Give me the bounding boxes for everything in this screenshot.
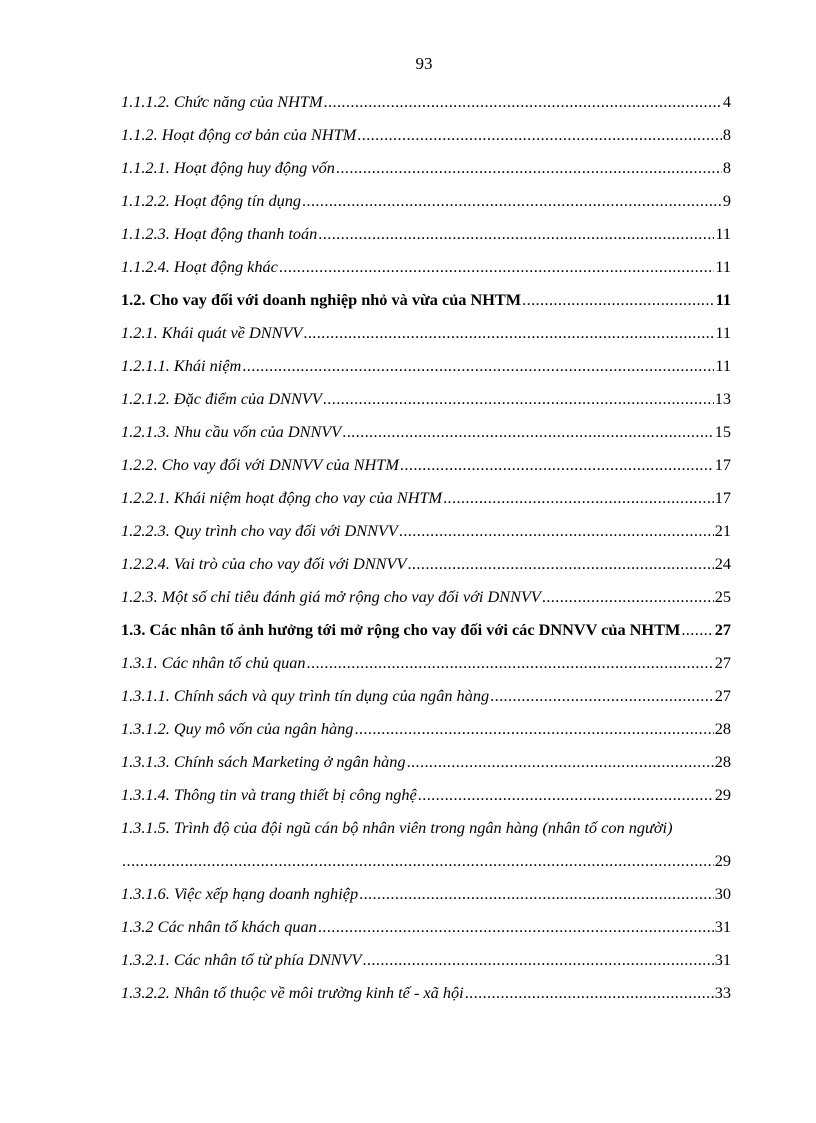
- dot-leader: [323, 382, 714, 415]
- dot-leader: [359, 877, 714, 910]
- toc-entry[interactable]: [121, 811, 731, 844]
- toc-entry-page: 30: [714, 884, 731, 903]
- toc-entry-page: 11: [715, 224, 731, 243]
- toc-entry[interactable]: [121, 514, 731, 547]
- toc-entry[interactable]: [121, 415, 731, 448]
- toc-entry-title: 1.2.1.1. Khái niệm: [121, 356, 242, 375]
- toc-entry-page: 15: [714, 422, 731, 441]
- toc-entry[interactable]: [121, 382, 731, 415]
- toc-entry-page: 29: [714, 851, 731, 870]
- toc-entry-page: 11: [715, 323, 731, 342]
- dot-leader: [681, 613, 713, 646]
- dot-leader: [354, 712, 713, 745]
- toc-entry[interactable]: [121, 250, 731, 283]
- toc-entry[interactable]: [121, 910, 731, 943]
- dot-leader: [399, 514, 714, 547]
- toc-entry[interactable]: [121, 316, 731, 349]
- dot-leader: [490, 679, 714, 712]
- toc-entry[interactable]: [121, 778, 731, 811]
- toc-entry[interactable]: [121, 118, 731, 151]
- dot-leader: [542, 580, 714, 613]
- toc-entry[interactable]: [121, 679, 731, 712]
- toc-entry-title: 1.3.1.4. Thông tin và trang thiết bị công nghệ: [121, 785, 417, 804]
- dot-leader: [465, 976, 714, 1009]
- toc-entry-page: 4: [722, 92, 731, 111]
- toc-entry-page: 31: [714, 950, 731, 969]
- toc-entry-page: 27: [714, 620, 731, 639]
- toc-entry-page: 24: [714, 554, 731, 573]
- toc-entry-title: 1.3. Các nhân tố ảnh hưởng tới mở rộng cho vay đối với các DNNVV của NHTM: [121, 620, 681, 639]
- toc-entry-title: 1.3.1.6. Việc xếp hạng doanh nghiệp: [121, 884, 359, 903]
- toc-entry[interactable]: [121, 349, 731, 382]
- dot-leader: [336, 151, 722, 184]
- toc-entry-page: 31: [714, 917, 731, 936]
- dot-leader: [122, 844, 714, 877]
- toc-entry-page: 29: [714, 785, 731, 804]
- toc-entry-page: 28: [714, 752, 731, 771]
- toc-entry-title: 1.2.1.2. Đặc điểm của DNNVV: [121, 389, 322, 408]
- toc-entry[interactable]: [121, 184, 731, 217]
- toc-entry-page: 17: [714, 455, 731, 474]
- toc-entry[interactable]: [121, 877, 731, 910]
- toc-entry-title: 1.1.2.1. Hoạt động huy động vốn: [121, 158, 335, 177]
- toc-entry[interactable]: [121, 844, 731, 877]
- toc-entry-title: 1.2.1.3. Nhu cầu vốn của DNNVV: [121, 422, 342, 441]
- toc-entry-title: 1.3.1.1. Chính sách và quy trình tín dụng của ngân hàng: [121, 686, 490, 705]
- toc-entry-title: 1.3.2.1. Các nhân tố từ phía DNNVV: [121, 950, 362, 969]
- dot-leader: [407, 745, 714, 778]
- dot-leader: [318, 910, 714, 943]
- toc-entry-title: 1.1.2.3. Hoạt động thanh toán: [121, 224, 318, 243]
- dot-leader: [342, 415, 713, 448]
- toc-entry-title: 1.1.2.2. Hoạt động tín dụng: [121, 191, 302, 210]
- toc-entry-title: 1.3.1.2. Quy mô vốn của ngân hàng: [121, 719, 354, 738]
- toc-entry[interactable]: [121, 547, 731, 580]
- toc-entry-page: 11: [715, 290, 731, 309]
- dot-leader: [242, 349, 714, 382]
- toc-entry-page: 8: [722, 158, 731, 177]
- toc-entry[interactable]: [121, 448, 731, 481]
- toc-entry[interactable]: [121, 745, 731, 778]
- toc-entry[interactable]: [121, 646, 731, 679]
- toc-entry-page: 8: [722, 125, 731, 144]
- toc-entry-page: 27: [714, 653, 731, 672]
- dot-leader: [400, 448, 714, 481]
- toc-entry-title: 1.2. Cho vay đối với doanh nghiệp nhỏ và vừa của NHTM: [121, 290, 522, 309]
- toc-entry[interactable]: [121, 580, 731, 613]
- toc-entry[interactable]: [121, 613, 731, 646]
- toc-entry-title: 1.3.2 Các nhân tố khách quan: [121, 917, 317, 936]
- toc-entry[interactable]: [121, 976, 731, 1009]
- toc-entry-page: 11: [715, 356, 731, 375]
- page-number: 93: [415, 54, 433, 73]
- toc-entry[interactable]: [121, 217, 731, 250]
- toc-entry-title: 1.1.1.2. Chức năng của NHTM: [121, 92, 323, 111]
- dot-leader: [307, 646, 714, 679]
- dot-leader: [418, 778, 714, 811]
- toc-entry-page: 27: [714, 686, 731, 705]
- dot-leader: [357, 118, 722, 151]
- toc-entry-title: 1.3.1. Các nhân tố chủ quan: [121, 653, 306, 672]
- toc-entry-title: 1.2.1. Khái quát về DNNVV: [121, 323, 303, 342]
- dot-leader: [443, 481, 714, 514]
- toc-entry[interactable]: [121, 481, 731, 514]
- dot-leader: [279, 250, 714, 283]
- dot-leader: [407, 547, 713, 580]
- toc-entry-page: 21: [714, 521, 731, 540]
- toc-entry-title: 1.3.1.3. Chính sách Marketing ở ngân hàng: [121, 752, 406, 771]
- toc-entry-page: 33: [714, 983, 731, 1002]
- toc-entry-page: 17: [714, 488, 731, 507]
- dot-leader: [303, 316, 714, 349]
- dot-leader: [522, 283, 714, 316]
- toc-entry[interactable]: [121, 85, 731, 118]
- toc-entry-title: 1.3.1.5. Trình độ của đội ngũ cán bộ nhân viên trong ngân hàng (nhân tố con người): [121, 818, 673, 837]
- toc-entry-title: 1.2.2.4. Vai trò của cho vay đối với DNNVV: [121, 554, 407, 573]
- toc-entry[interactable]: [121, 712, 731, 745]
- toc-entry-title: 1.1.2.4. Hoạt động khác: [121, 257, 278, 276]
- toc-entry-title: 1.2.2.3. Quy trình cho vay đối với DNNVV: [121, 521, 398, 540]
- table-of-contents: [121, 85, 731, 1009]
- dot-leader: [318, 217, 714, 250]
- toc-entry[interactable]: [121, 151, 731, 184]
- toc-entry-page: 28: [714, 719, 731, 738]
- toc-entry-title: 1.2.2. Cho vay đối với DNNVV của NHTM: [121, 455, 399, 474]
- toc-entry-title: 1.2.2.1. Khái niệm hoạt động cho vay của NHTM: [121, 488, 443, 507]
- toc-entry-page: 25: [714, 587, 731, 606]
- toc-entry-page: 9: [722, 191, 731, 210]
- toc-entry[interactable]: [121, 943, 731, 976]
- toc-entry[interactable]: [121, 283, 731, 316]
- toc-entry-title: 1.3.2.2. Nhân tố thuộc về môi trường kinh tế - xã hội: [121, 983, 464, 1002]
- dot-leader: [362, 943, 713, 976]
- toc-entry-title: 1.1.2. Hoạt động cơ bản của NHTM: [121, 125, 357, 144]
- toc-entry-page: 13: [714, 389, 731, 408]
- dot-leader: [324, 85, 722, 118]
- toc-entry-title: 1.2.3. Một số chỉ tiêu đánh giá mở rộng cho vay đối với DNNVV: [121, 587, 541, 606]
- toc-entry-page: 11: [715, 257, 731, 276]
- dot-leader: [302, 184, 722, 217]
